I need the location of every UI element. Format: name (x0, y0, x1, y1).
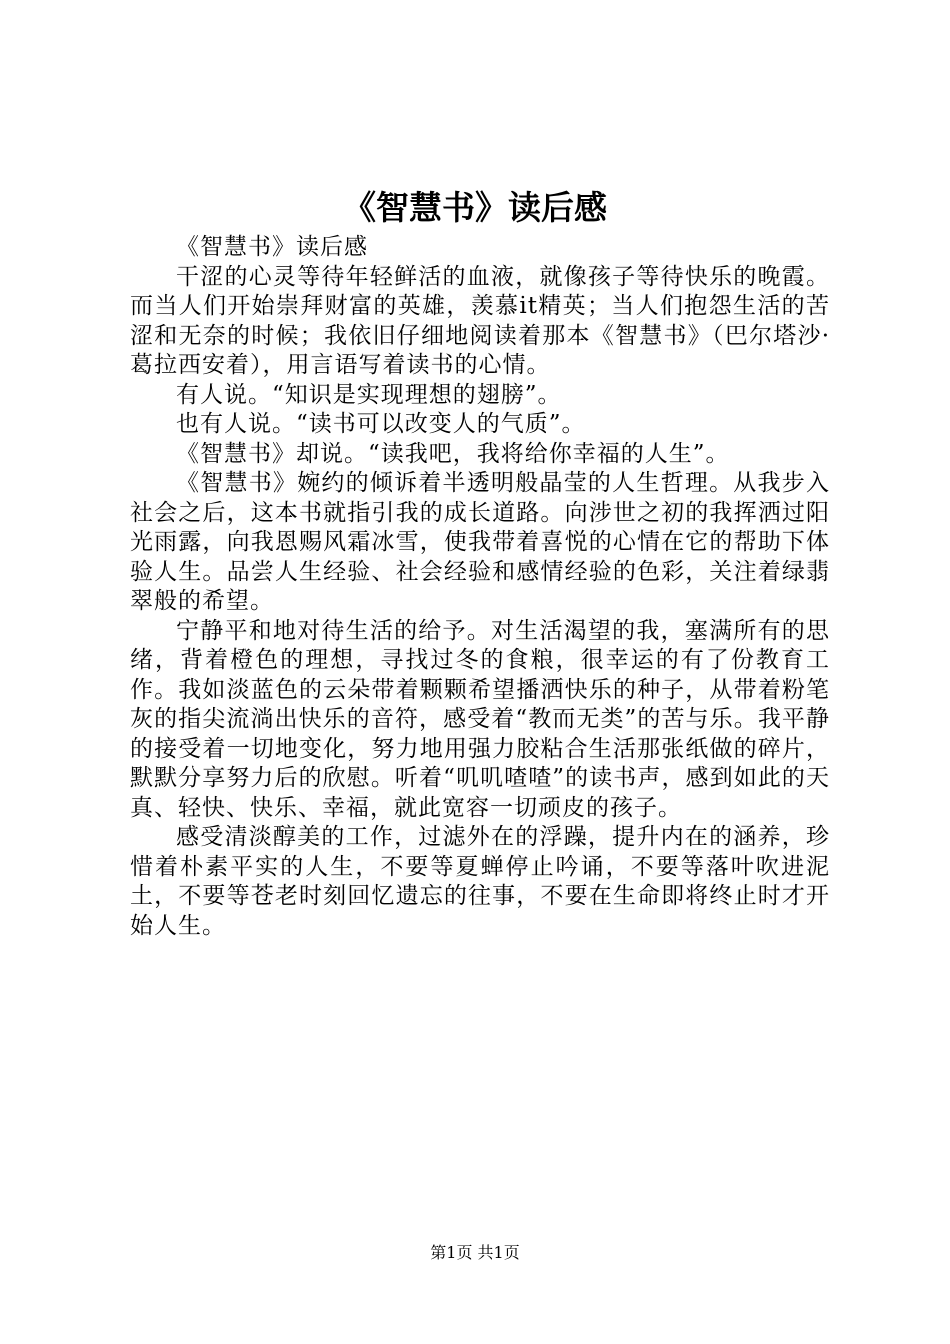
document-title: 《智慧书》读后感 (343, 188, 607, 227)
paragraph: 感受清淡醇美的工作，过滤外在的浮躁，提升内在的涵养，珍惜着朴素平实的人生，不要等夏蝉停止吟诵，不要等落叶吹进泥土，不要等苍老时刻回忆遗忘的往事，不要在生命即将终止时才开始人生。 (130, 824, 830, 939)
page-footer: 第1页 共1页 (430, 1243, 520, 1262)
paragraph: 宁静平和地对待生活的给予。对生活渴望的我，塞满所有的思绪，背着橙色的理想，寻找过冬的食粮，很幸运的有了份教育工作。我如淡蓝色的云朵带着颗颗希望播洒快乐的种子，从带着粉笔灰的指尖流淌出快乐的音符，感受着“教而无类”的苦与乐。我平静的接受着一切地变化，努力地用强力胶粘合生活那张纸做的碎片，默默分享努力后的欣慰。听着“叽叽喳喳”的读书声，感到如此的天真、轻快、快乐、幸福，就此宽容一切顽皮的孩子。 (130, 617, 830, 821)
document-body (130, 233, 830, 941)
paragraph-subtitle: 《智慧书》读后感 (176, 234, 368, 260)
paragraph: 《智慧书》婉约的倾诉着半透明般晶莹的人生哲理。从我步入社会之后，这本书就指引我的成长道路。向涉世之初的我挥洒过阳光雨露，向我恩赐风霜冰雪，使我带着喜悦的心情在它的帮助下体验人生。品尝人生经验、社会经验和感情经验的色彩，关注着绿翡翠般的希望。 (130, 470, 830, 614)
paragraph: 《智慧书》却说。“读我吧，我将给你幸福的人生”。 (176, 440, 730, 467)
paragraph: 有人说。“知识是实现理想的翅膀”。 (176, 381, 562, 408)
paragraph: 干涩的心灵等待年轻鲜活的血液，就像孩子等待快乐的晚霞。而当人们开始崇拜财富的英雄，羡慕it精英；当人们抱怨生活的苦涩和无奈的时候；我依旧仔细地阅读着那本《智慧书》（巴尔塔沙·葛拉西安着），用言语写着读书的心情。 (130, 263, 830, 378)
paragraph: 也有人说。“读书可以改变人的气质”。 (176, 411, 586, 437)
